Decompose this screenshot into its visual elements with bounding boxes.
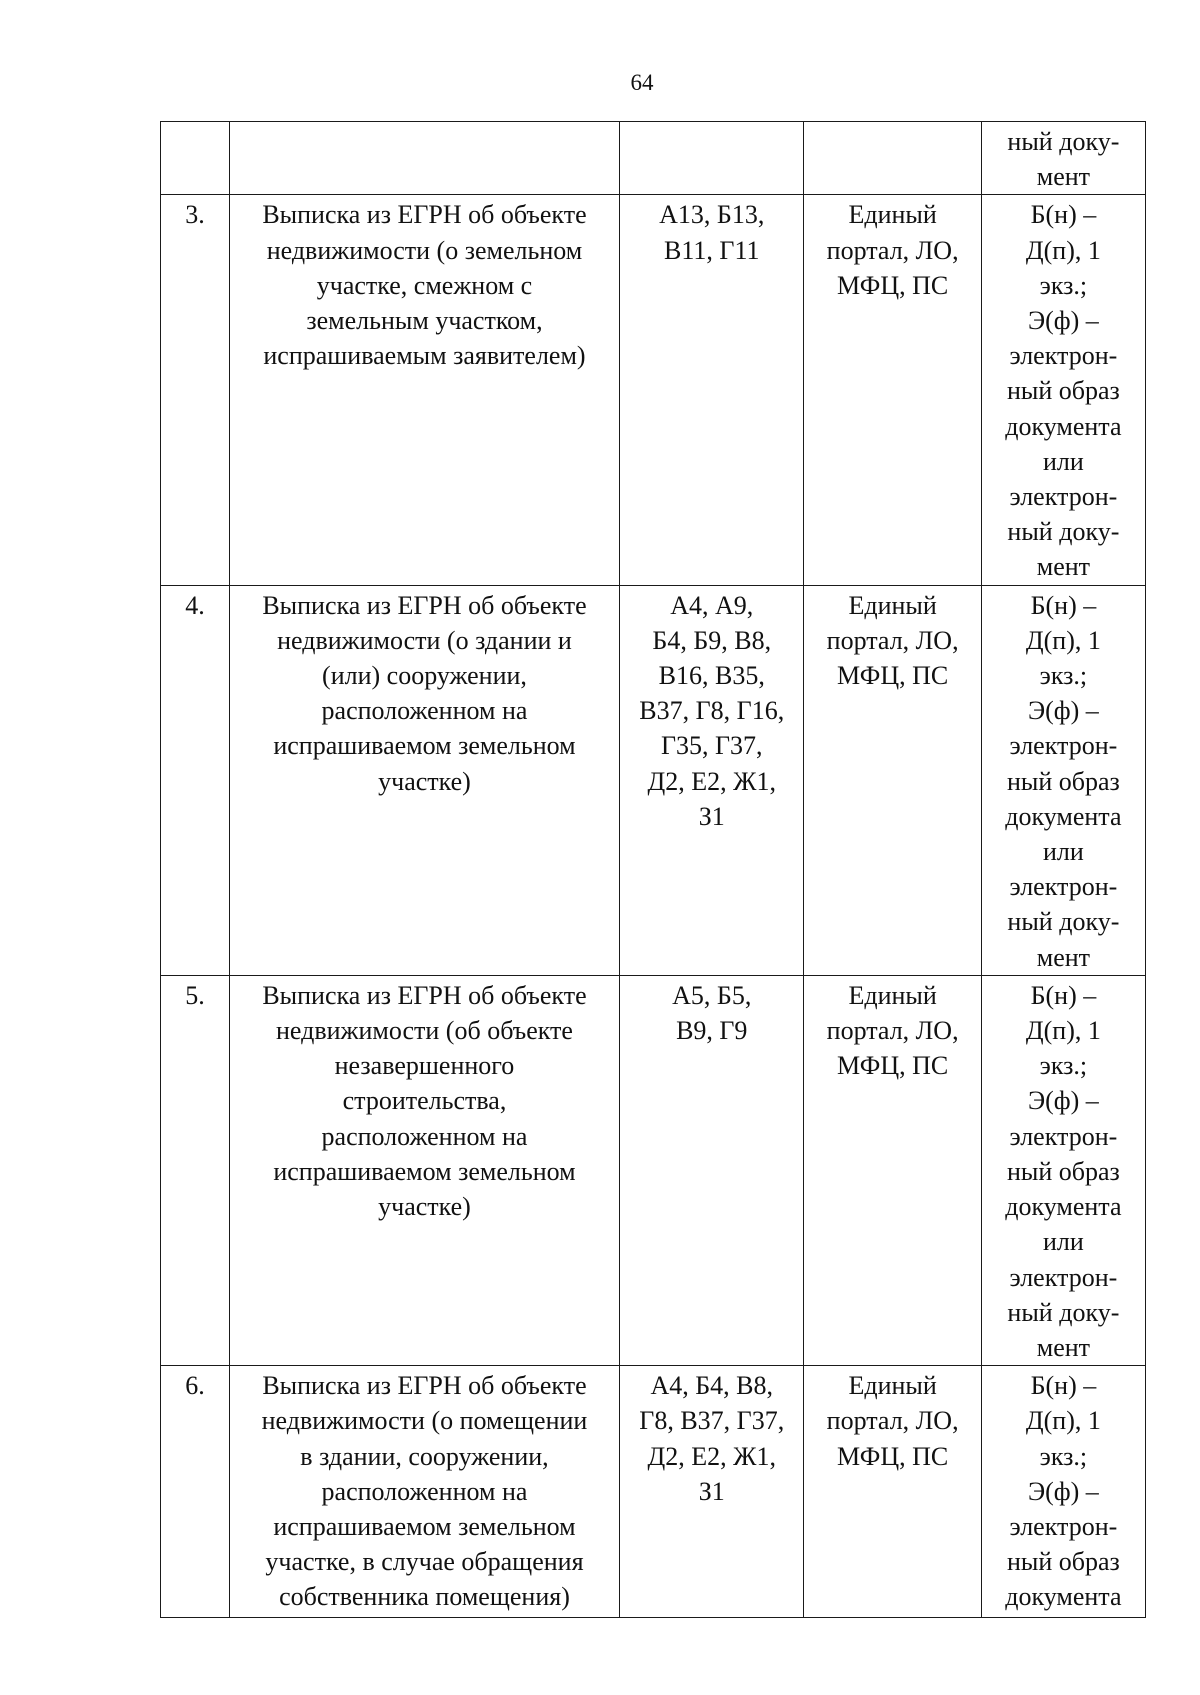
table-cell-form [981, 1366, 1145, 1618]
table-cell-number [161, 975, 230, 1365]
form-line: Э(ф) – [1027, 1476, 1099, 1506]
table-cell-codes [620, 195, 804, 585]
name-line: Выписка из ЕГРН об объекте [262, 590, 587, 620]
form-line: документа [1005, 1582, 1122, 1612]
form-line: мент [1036, 162, 1091, 192]
codes-line: А5, Б5, [672, 980, 752, 1010]
form-line: Д(п), 1 [1025, 1016, 1101, 1046]
name-line: Выписка из ЕГРН об объекте [262, 980, 587, 1010]
table-cell-form [981, 585, 1145, 975]
form-line: экз.; [1039, 1441, 1088, 1471]
form-line: документа [1005, 411, 1122, 441]
page-number: 64 [630, 70, 654, 95]
form-line: или [1042, 837, 1084, 867]
form-line: Э(ф) – [1027, 1086, 1099, 1116]
form-line: мент [1036, 942, 1091, 972]
channel-line: МФЦ, ПС [837, 270, 949, 300]
channel-line: Единый [848, 590, 937, 620]
name-line: испрашиваемом земельном [273, 731, 576, 761]
form-line: Д(п), 1 [1025, 625, 1101, 655]
name-line: участке, в случае обращения [265, 1547, 584, 1577]
form-line: Д(п), 1 [1025, 235, 1101, 265]
name-line: участке) [378, 1192, 471, 1222]
codes-line: Д2, Е2, Ж1, [647, 1441, 776, 1471]
codes-line: З1 [698, 1476, 725, 1506]
form-line: ный доку- [1007, 127, 1120, 156]
name-line: Выписка из ЕГРН об объекте [262, 1371, 587, 1401]
table-cell-number [161, 195, 230, 585]
table-cell-form [981, 975, 1145, 1365]
form-line: электрон- [1009, 1121, 1118, 1151]
channel-line: МФЦ, ПС [837, 661, 949, 691]
channel-line: портал, ЛО, [826, 1406, 959, 1436]
form-line: электрон- [1009, 1511, 1118, 1541]
codes-line: А4, Б4, В8, [650, 1371, 774, 1401]
form-line: мент [1036, 1332, 1091, 1362]
codes-line: А4, А9, [670, 590, 754, 620]
row-number: 4. [185, 590, 205, 620]
form-line: Д(п), 1 [1025, 1406, 1101, 1436]
table-cell-document-name [229, 585, 619, 975]
table-cell-codes [620, 1366, 804, 1618]
table-row [161, 585, 1146, 975]
table-cell-document-name [229, 195, 619, 585]
documents-table [160, 121, 1146, 1618]
codes-line: А13, Б13, [659, 200, 765, 230]
form-line: ный образ [1006, 376, 1120, 406]
form-line: экз.; [1039, 270, 1088, 300]
name-line: недвижимости (о здании и [277, 625, 572, 655]
name-line: недвижимости (о земельном [266, 235, 583, 265]
codes-line: Г8, В37, Г37, [639, 1406, 785, 1436]
table-cell-number [161, 1366, 230, 1618]
form-line: ный доку- [1007, 907, 1120, 937]
form-line: ный доку- [1007, 517, 1120, 547]
table-cell-codes [620, 585, 804, 975]
form-line: ный образ [1006, 1156, 1120, 1186]
form-line: Б(н) – [1030, 590, 1097, 620]
name-line: Выписка из ЕГРН об объекте [262, 200, 587, 230]
table-row [161, 195, 1146, 585]
name-line: недвижимости (о помещении [261, 1406, 588, 1436]
name-line: (или) сооружении, [322, 661, 527, 691]
table-row [161, 975, 1146, 1365]
table-cell-document-name [229, 975, 619, 1365]
codes-line: З1 [698, 801, 725, 831]
name-line: расположенном на [321, 696, 528, 726]
channel-line: Единый [848, 980, 937, 1010]
name-line: земельным участком, [306, 306, 543, 336]
form-line: электрон- [1009, 341, 1118, 371]
codes-line: Д2, Е2, Ж1, [647, 766, 776, 796]
form-line: электрон- [1009, 482, 1118, 512]
form-line: мент [1036, 552, 1091, 582]
codes-line: В9, Г9 [676, 1016, 748, 1046]
table-cell-number [161, 585, 230, 975]
codes-line: Б4, Б9, В8, [652, 625, 772, 655]
name-line: недвижимости (об объекте [275, 1016, 573, 1046]
form-line: Б(н) – [1030, 1371, 1097, 1401]
form-line: экз.; [1039, 661, 1088, 691]
form-line: ный образ [1006, 766, 1120, 796]
form-line: документа [1005, 1192, 1122, 1222]
codes-line: В11, Г11 [664, 235, 760, 265]
row-number: 6. [185, 1371, 205, 1401]
form-line: экз.; [1039, 1051, 1088, 1081]
channel-line: Единый [848, 1371, 937, 1401]
form-line: Б(н) – [1030, 200, 1097, 230]
form-line: электрон- [1009, 1262, 1118, 1292]
channel-line: Единый [848, 200, 937, 230]
row-number: 5. [185, 980, 205, 1010]
channel-line: портал, ЛО, [826, 625, 959, 655]
form-line: или [1042, 1227, 1084, 1257]
name-line: испрашиваемом земельном [273, 1511, 576, 1541]
table-cell-document-name [229, 122, 619, 195]
form-line: электрон- [1009, 872, 1118, 902]
form-line: документа [1005, 801, 1122, 831]
name-line: испрашиваемом земельном [273, 1156, 576, 1186]
form-line: ный доку- [1007, 1297, 1120, 1327]
row-number: 3. [185, 200, 205, 230]
table-row [161, 1366, 1146, 1618]
codes-line: В16, В35, [658, 661, 765, 691]
channel-line: портал, ЛО, [826, 1016, 959, 1046]
name-line: расположенном на [321, 1121, 528, 1151]
channel-line: МФЦ, ПС [837, 1051, 949, 1081]
table-cell-number [161, 122, 230, 195]
name-line: участке, смежном с [316, 270, 533, 300]
table-cell-channel [804, 975, 981, 1365]
codes-line: В37, Г8, Г16, [639, 696, 785, 726]
name-line: собственника помещения) [279, 1582, 570, 1612]
table-cell-channel [804, 195, 981, 585]
name-line: расположенном на [321, 1476, 528, 1506]
table-cell-codes [620, 975, 804, 1365]
form-line: электрон- [1009, 731, 1118, 761]
form-line: или [1042, 446, 1084, 476]
name-line: участке) [378, 766, 471, 796]
form-line: Б(н) – [1030, 980, 1097, 1010]
channel-line: портал, ЛО, [826, 235, 959, 265]
form-line: ный образ [1006, 1547, 1120, 1577]
name-line: испрашиваемым заявителем) [263, 341, 586, 371]
table-cell-channel [804, 122, 981, 195]
name-line: в здании, сооружении, [300, 1441, 549, 1471]
name-line: строительства, [342, 1086, 507, 1116]
table-cell-form [981, 122, 1145, 195]
table-cell-codes [620, 122, 804, 195]
name-line: незавершенного [334, 1051, 515, 1081]
form-line: Э(ф) – [1027, 696, 1099, 726]
codes-line: Г35, Г37, [660, 731, 763, 761]
table-row-continuation [161, 122, 1146, 195]
channel-line: МФЦ, ПС [837, 1441, 949, 1471]
table-cell-document-name [229, 1366, 619, 1618]
table-cell-channel [804, 585, 981, 975]
table-cell-channel [804, 1366, 981, 1618]
form-line: Э(ф) – [1027, 306, 1099, 336]
table-cell-form [981, 195, 1145, 585]
